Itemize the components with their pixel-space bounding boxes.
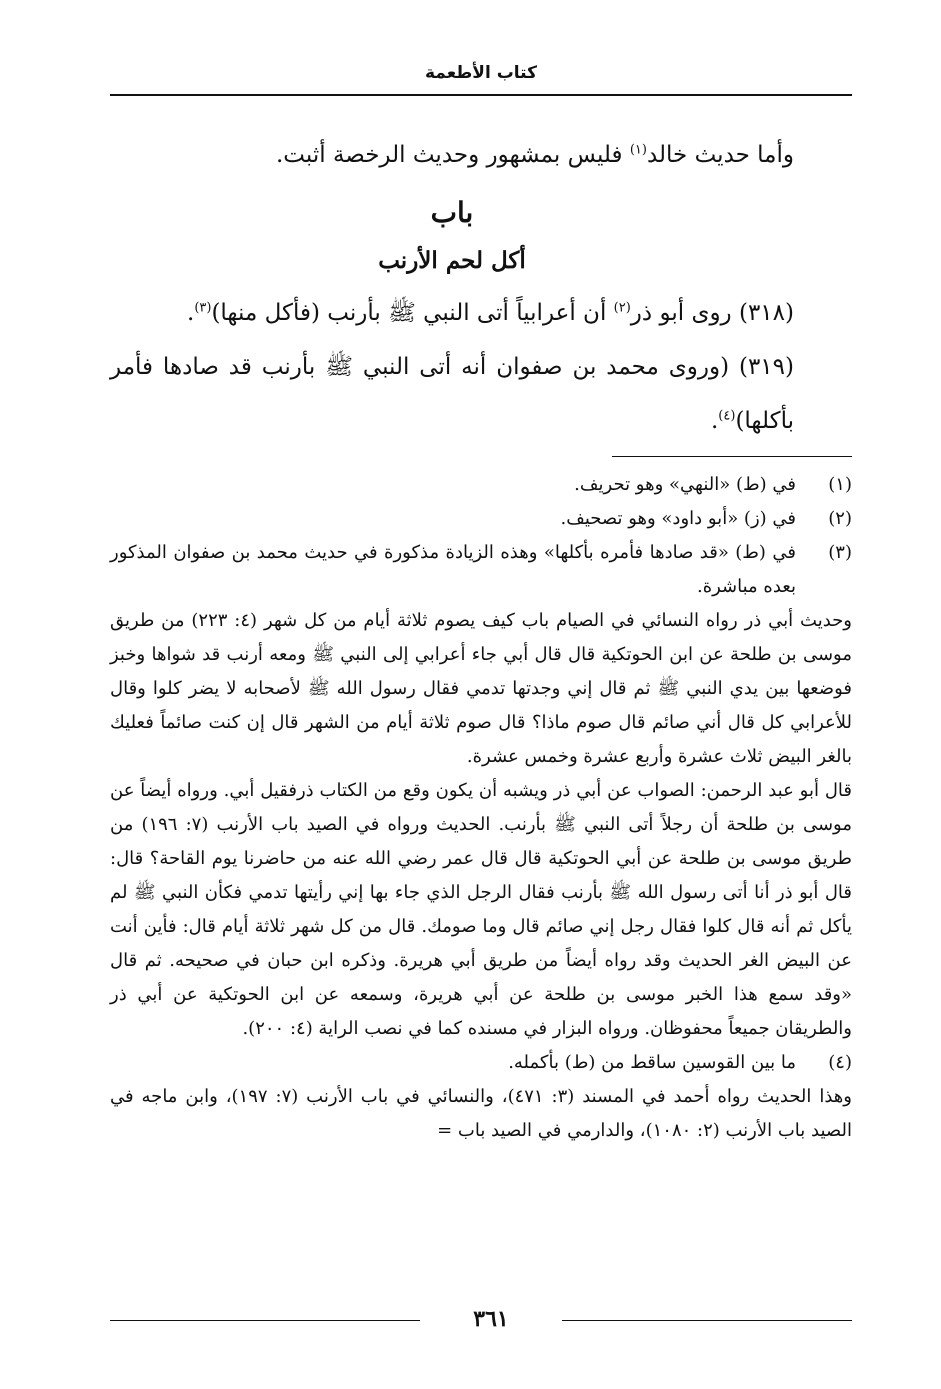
footnote-2	[110, 502, 852, 536]
chapter-subtitle: أكل لحم الأرنب	[378, 247, 526, 274]
text: أن أعرابياً أتى النبي ﷺ بأرنب (فأكل منها)	[211, 300, 614, 326]
footnote-number: (٣)	[828, 542, 852, 563]
page-footer	[110, 1296, 852, 1336]
text: وأما حديث خالد	[646, 142, 794, 168]
text: (٣١٩) (وروى محمد بن صفوان أنه أتى النبي ﷺ بأرنب قد صادها فأمر بأكلها)	[110, 354, 794, 434]
running-head: كتاب الأطعمة	[424, 63, 537, 83]
footnote-ref-2[interactable]: (٢)	[613, 300, 631, 316]
footnote-3-paragraph-1: وحديث أبي ذر رواه النسائي في الصيام باب كيف يصوم ثلاثة أيام من كل شهر (٤: ٢٢٣) من طريق موسى بن طلحة عن ابن الحوتكية قال قال أبي جاء أعرابي إلى النبي ﷺ ومعه أرنب قد شواها وخبز فوضعها بين يدي النبي ﷺ ثم قال إني وجدتها تدمي فقال رسول الله ﷺ لأصحابه لا يضر كلوا وقال للأعرابي كل قال أني صائم قال صوم ماذا؟ قال صوم ثلاثة أيام من الشهر قال إن كنت صائماً فعليك بالغر البيض ثلاث عشرة وأربع عشرة وخمس عشرة.	[110, 610, 852, 767]
footnote-number: (٤)	[828, 1052, 852, 1073]
hadith-318	[110, 286, 794, 340]
hadith-319	[110, 340, 794, 448]
text: .	[710, 408, 719, 434]
footnote-text: ما بين القوسين ساقط من (ط) بأكمله.	[508, 1052, 796, 1073]
footnote-ref-3[interactable]: (٣)	[194, 300, 212, 316]
text: (٣١٨) روى أبو ذر	[630, 300, 794, 326]
footnote-number: (١)	[828, 474, 852, 495]
footnote-text: في (ز) «أبو داود» وهو تصحيف.	[560, 508, 796, 529]
footnote-3-paragraph-2: قال أبو عبد الرحمن: الصواب عن أبي ذر ويشبه أن يكون وقع من الكتاب ذرفقيل أبي. ورواه أيضاً عن موسى بن طلحة أن رجلاً أتى النبي ﷺ بأرنب. الحديث ورواه في الصيد باب الأرنب (٧: ١٩٦) من طريق موسى بن طلحة عن أبي الحوتكية قال قال عمر رضي الله عنه من حاضرنا يوم القاحة؟ قال: قال أبو ذر أنا أتى رسول الله ﷺ بأرنب فقال الرجل الذي جاء بها إني رأيتها تدمي فكأن النبي ﷺ لم يأكل ثم أنه قال كلوا فقال رجل إني صائم قال وما صومك. قال من كل شهر ثلاثة أيام قال: فأين أنت عن البيض الغر الحديث وقد رواه أيضاً من طريق أبي هريرة. وذكره ابن حبان في صحيحه. ثم قال «وقد سمع هذا الخبر موسى بن طلحة عن أبي هريرة، وسمعه عن ابن الحوتكية عن أبي ذر والطريقان جميعاً محفوظان. ورواه البزار في مسنده كما في نصب الراية (٤: ٢٠٠).	[110, 780, 852, 1039]
footnote-number: (٢)	[828, 508, 852, 529]
main-text	[110, 128, 794, 448]
footnote-3	[110, 536, 852, 604]
footnote-1	[110, 468, 852, 502]
footnote-4	[110, 1046, 852, 1080]
footnote-ref-4[interactable]: (٤)	[718, 408, 736, 424]
footnote-separator	[612, 456, 852, 457]
paragraph-khalid	[110, 128, 794, 182]
footer-rule-left	[110, 1320, 420, 1321]
chapter-heading: باب	[430, 196, 474, 229]
text: .	[187, 300, 195, 326]
footnote-ref-1[interactable]: (١)	[629, 142, 647, 158]
page-number: ٣٦١	[473, 1306, 509, 1332]
footnote-text: في (ط) «النهي» وهو تحريف.	[574, 474, 796, 495]
footer-rule-right	[562, 1320, 852, 1321]
footnote-4-paragraph: وهذا الحديث رواه أحمد في المسند (٣: ٤٧١)، والنسائي في باب الأرنب (٧: ١٩٧)، وابن ماجه في الصيد باب الأرنب (٢: ١٠٨٠)، والدارمي في الصيد باب =	[110, 1086, 852, 1141]
header-rule	[110, 94, 852, 96]
footnotes	[110, 468, 852, 1148]
text: فليس بمشهور وحديث الرخصة أثبت.	[276, 142, 630, 168]
footnote-text: في (ط) «قد صادها فأمره بأكلها» وهذه الزيادة مذكورة في حديث محمد بن صفوان المذكور بعده مباشرة.	[110, 542, 796, 597]
